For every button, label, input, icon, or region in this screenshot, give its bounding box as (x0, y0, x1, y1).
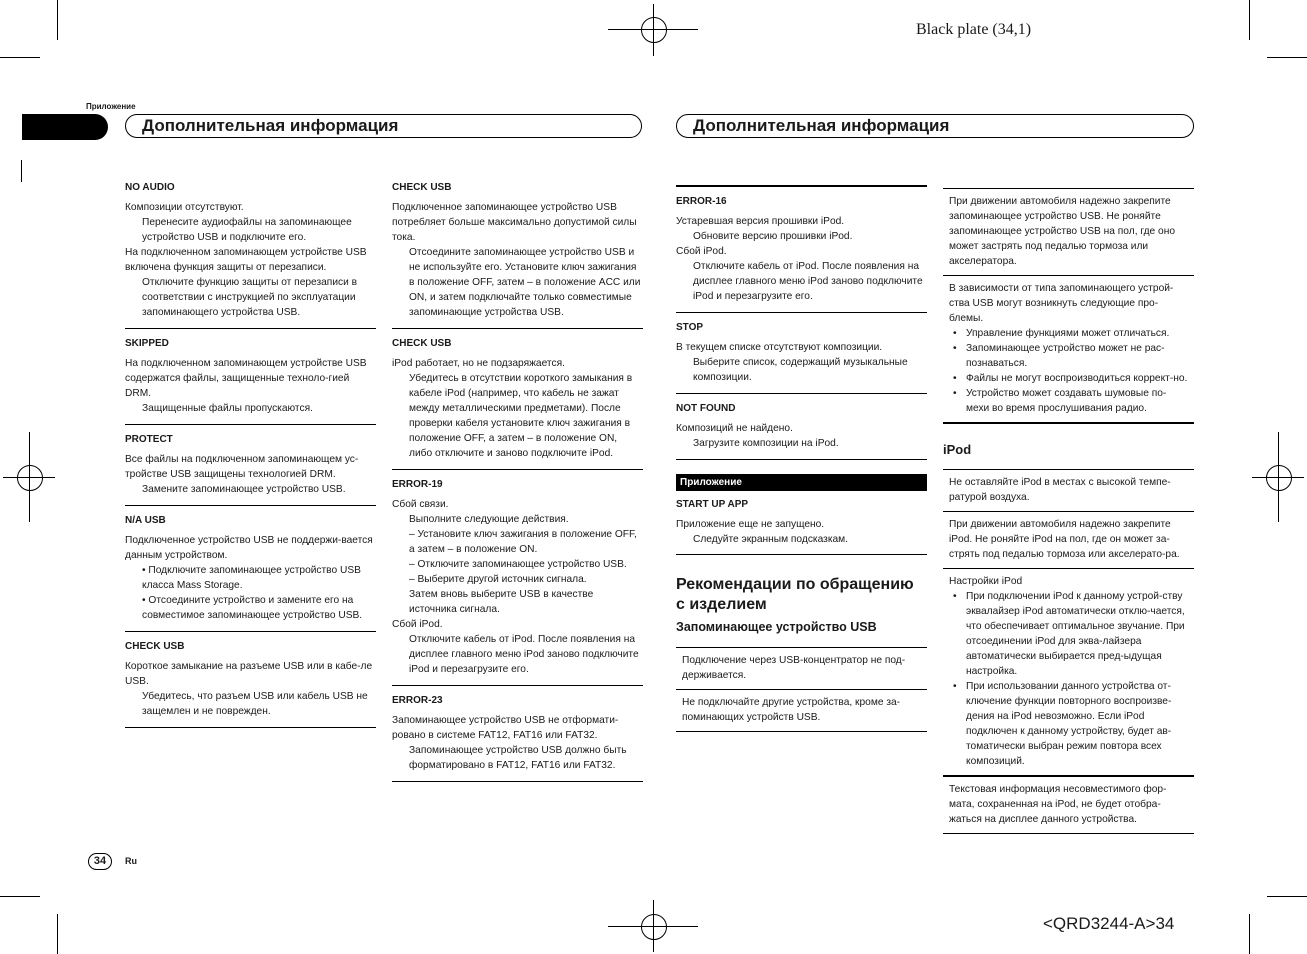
bullet-item (949, 386, 1188, 416)
ipod-temperature-note (943, 469, 1194, 512)
remedy-text: Защищенные файлы пропускаются. (142, 403, 313, 414)
ipod-heading: iPod (943, 442, 972, 457)
cause-text: В текущем списке отсутствуют композиции. (676, 342, 883, 353)
usb-problems-note (943, 276, 1194, 424)
language-code: Ru (125, 856, 137, 866)
section-label: Приложение (86, 102, 136, 111)
usb-secure-text: При движении автомобиля надежно закрепите запоминающее устройство USB. Не роняйте запоминающее устройство USB на пол, где оно может застрять под педалью тормоза или акселератора. (949, 196, 1176, 267)
error-block (392, 470, 643, 686)
usb-heading: Запоминающее устройство USB (676, 620, 877, 634)
remedy-text: Замените запоминающее устройство USB. (142, 484, 346, 495)
error-block (392, 178, 643, 329)
cause-text: Короткое замыкание на разъеме USB или в кабе-ле USB. (125, 661, 373, 687)
cause-text: iPod работает, но не подзаряжается. (392, 358, 565, 369)
bullet-item (949, 341, 1188, 371)
bullet-text: Устройство может создавать шумовые по-мехи во время прослушивания радио. (966, 388, 1167, 414)
section-tab (22, 114, 108, 140)
remedy-text: Перенесите аудиофайлы на запоминающее устройство USB и подключите его. (142, 217, 352, 243)
error-block (125, 506, 376, 632)
document-code: <QRD3244-A>34 (1043, 914, 1175, 933)
app-section-bar: Приложение (676, 474, 927, 491)
cause-text: Сбой связи. (392, 499, 449, 510)
cause-text: На подключенном запоминающем устройстве USB содержатся файлы, защищенные техноло-гией DRM. (125, 358, 367, 399)
cause-text: Подключенное запоминающее устройство USB потребляет больше максимально допустимой силы тока. (392, 202, 637, 243)
plate-label: Black plate (34,1) (916, 21, 1032, 38)
cause-text: Сбой iPod. (676, 246, 727, 257)
bullet-icon: • (953, 591, 957, 602)
usb-problems-intro: В зависимости от типа запоминающего устрой-ства USB могут возникнуть следующие про-блемы. (949, 283, 1174, 324)
error-title: SKIPPED (125, 338, 169, 349)
page-number: 34 (88, 853, 112, 870)
cause-text: Приложение еще не запущено. (676, 519, 825, 530)
column-4 (943, 188, 1194, 834)
error-title: CHECK USB (392, 338, 452, 349)
bullet-item (949, 679, 1188, 769)
crop-mark (0, 896, 40, 897)
app-error-title: START UP APP (676, 499, 749, 510)
remedy-text: – Выберите другой источник сигнала. (409, 574, 587, 585)
remedy-text: Обновите версию прошивки iPod. (693, 231, 853, 242)
header-right: Дополнительная информация (676, 114, 1194, 138)
error-block (676, 186, 927, 313)
error-block (125, 425, 376, 506)
remedy-text: – Отключите запоминающее устройство USB. (409, 559, 627, 570)
cause-text: На подключенном запоминающем устройстве USB включена функция защиты от перезаписи. (125, 247, 367, 273)
bullet-icon: • (953, 373, 957, 384)
crop-mark (57, 0, 58, 40)
ipod-settings-note (943, 569, 1194, 777)
bullet-text: Файлы не могут воспроизводиться коррект-но. (966, 373, 1188, 384)
error-title: NO AUDIO (125, 182, 175, 193)
crop-mark (1267, 57, 1307, 58)
usb-secure-note (943, 188, 1194, 276)
cause-text: Запоминающее устройство USB не отформати-ровано в системе FAT12, FAT16 или FAT32. (392, 715, 619, 741)
error-title: CHECK USB (125, 641, 185, 652)
bullet-text: При подключении iPod к данному устрой-ству эквалайзер iPod автоматически отклю-чается, что обеспечивает оптимальное звучание. При отсоединении iPod для эква-лайзера автоматически выбирается пред-ыдущая настройка. (966, 591, 1185, 677)
error-title: PROTECT (125, 434, 173, 445)
remedy-text: Выполните следующие действия. (409, 514, 569, 525)
remedy-text: Следуйте экранным подсказкам. (693, 534, 848, 545)
bullet-text: При использовании данного устройства от-ключение функции повторного воспроизве-дения на iPod невозможно. Если iPod подключен к данному устройству, будет ав-томатически выбран режим повтора всех композиций. (966, 681, 1172, 767)
bullet-icon: • (953, 328, 957, 339)
ipod-text-note (943, 777, 1194, 834)
column-2 (392, 178, 643, 782)
ipod-settings-title: Настройки iPod (949, 576, 1023, 587)
column-3 (676, 177, 927, 732)
remedy-text: Убедитесь, что разъем USB или кабель USB не защемлен и не поврежден. (142, 691, 368, 717)
error-title: STOP (676, 322, 704, 333)
error-title: ERROR-23 (392, 695, 443, 706)
crop-mark (1267, 896, 1307, 897)
bullet-item (949, 326, 1188, 341)
bullet-icon: • (953, 388, 957, 399)
remedy-text: Затем вновь выберите USB в качестве источника сигнала. (409, 589, 594, 615)
remedy-text: Выберите список, содержащий музыкальные композиции. (693, 357, 908, 383)
cause-text: Композиции отсутствуют. (125, 202, 244, 213)
crop-mark (1249, 0, 1250, 40)
error-title: ERROR-16 (676, 196, 727, 207)
remedy-text: Отключите кабель от iPod. После появления на дисплее главного меню iPod заново подключите iPod и перезагрузите его. (693, 261, 923, 302)
error-title: NOT FOUND (676, 403, 736, 414)
crop-mark (1249, 914, 1250, 954)
column-1 (125, 178, 376, 728)
remedy-text: • Отсоедините устройство и замените его на совместимое запоминающее устройство USB. (142, 595, 363, 621)
bullet-icon: • (953, 343, 957, 354)
cause-text: Сбой iPod. (392, 619, 443, 630)
cause-text: Устаревшая версия прошивки iPod. (676, 216, 845, 227)
error-block (392, 329, 643, 470)
recommendations-heading: Рекомендации по обращению с изделием (676, 576, 914, 613)
error-block (125, 178, 376, 329)
error-block (125, 632, 376, 728)
bullet-icon: • (953, 681, 957, 692)
cause-text: Подключенное устройство USB не поддержи-вается данным устройством. (125, 535, 373, 561)
remedy-text: Убедитесь в отсутствии короткого замыкания в кабеле iPod (например, что кабель не зажат между металлическими предметами). После проверки кабеля установите ключ зажигания в положение OFF, а затем – в положение ON, либо отключите и заново подключите iPod. (409, 373, 633, 459)
cause-text: Композиций не найдено. (676, 423, 793, 434)
error-block (676, 313, 927, 394)
error-title: ERROR-19 (392, 479, 443, 490)
bullet-text: Запоминающее устройство может не рас-познаваться. (966, 343, 1165, 369)
bullet-text: Управление функциями может отличаться. (966, 328, 1170, 339)
usb-note-text: Подключение через USB-концентратор не под-держивается. (682, 655, 906, 681)
remedy-text: • Подключите запоминающее устройство USB класса Mass Storage. (142, 565, 361, 591)
error-title: N/A USB (125, 515, 166, 526)
remedy-text: Отключите функцию защиты от перезаписи в соответствии с инструкцией по эксплуатации запоминающего устройства USB. (142, 277, 358, 318)
remedy-text: Запоминающее устройство USB должно быть форматировано в FAT12, FAT16 или FAT32. (409, 745, 627, 771)
remedy-text: Отключите кабель от iPod. После появления на дисплее главного меню iPod заново подключите iPod и перезагрузите его. (409, 634, 639, 675)
usb-note (676, 690, 927, 732)
header-left: Дополнительная информация (125, 114, 642, 138)
error-block (676, 394, 927, 460)
crop-mark (21, 160, 22, 182)
ipod-text-info: Текстовая информация несовместимого фор-мата, сохраненная на iPod, не будет отобра-жаться на дисплее данного устройства. (949, 784, 1167, 825)
usb-note-text: Не подключайте другие устройства, кроме за-поминающих устройств USB. (682, 697, 901, 723)
ipod-temperature-text: Не оставляйте iPod в местах с высокой темпе-ратурой воздуха. (949, 477, 1171, 503)
crop-mark (0, 57, 40, 58)
bullet-item (949, 589, 1188, 679)
remedy-text: – Установите ключ зажигания в положение OFF, а затем – в положение ON. (409, 529, 637, 555)
error-title: CHECK USB (392, 182, 452, 193)
remedy-text: Отсоедините запоминающее устройство USB и не используйте его. Установите ключ зажигания в положение OFF, затем – в положение ACC или ON, и затем подключайте только совместимые запоминающие устройства USB. (409, 247, 641, 318)
ipod-secure-text: При движении автомобиля надежно закрепите iPod. Не роняйте iPod на пол, где он может за-стрять под педалью тормоза или акселерато-ра. (949, 519, 1180, 560)
error-block (392, 686, 643, 782)
cause-text: Все файлы на подключенном запоминающем ус-тройстве USB защищены технологией DRM. (125, 454, 359, 480)
crop-mark (57, 914, 58, 954)
bullet-item (949, 371, 1188, 386)
ipod-secure-note (943, 512, 1194, 569)
error-block (125, 329, 376, 425)
remedy-text: Загрузите композиции на iPod. (693, 438, 839, 449)
usb-note (676, 647, 927, 690)
